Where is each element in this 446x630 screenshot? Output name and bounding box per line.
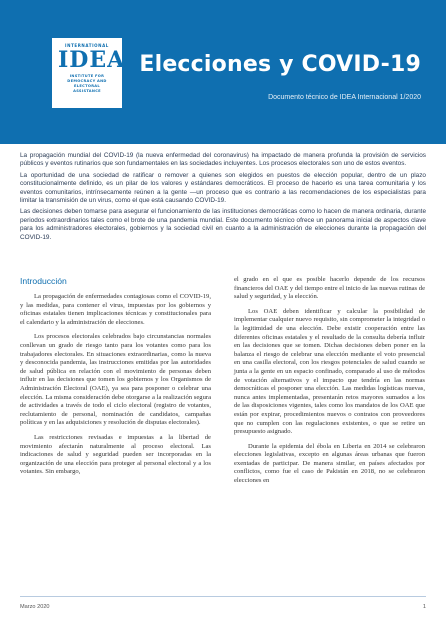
page-number: 1 [422,604,426,610]
header-banner [0,0,446,144]
section-heading-introduccion: Introducción [20,276,67,286]
summary-paragraph: La oportunidad de una sociedad de ratificar o remover a quienes son elegidos en puestos de elección popular, dentro de un plazo constitucionalmente definido, es un pilar de los valores y estándares democráticos. El proceso de hacerlo es una tarea comunitaria y los eventos comunitarios, intrínsecamente reúnen a la gente —un proceso que es contrario a las recomendaciones de los especialistas para limitar la transmisión de un virus, como el que está causando COVID-19. [20,171,426,205]
idea-logo [52,38,126,108]
logo-wordmark: IDEA [58,47,126,73]
footer-divider [20,596,426,597]
logo-top-text: INTERNATIONAL [65,43,109,48]
body-paragraph: Los procesos electorales celebrados bajo circunstancias normales conllevan un grado de riesgo tanto para los votantes como para los trabajadores electorales. En situaciones extraordinarias, como la nueva y desconocida pandemia, las instrucciones emitidas por las autoridades de salud pública en relación con el movimiento de personas deben influir en las decisiones que tomen los gobiernos y los Organismos de Administración Electoral (OAE), ya sea para posponer o celebrar una elección. La misma consideración debe otorgarse a la realización segura de actividades a través de todo el ciclo electoral (registro de votantes, reclutamiento de personal, nominación de candidatos, campañas políticas y en las adquisiciones y resolución de disputas electorales). [20,333,211,427]
body-paragraph: Durante la epidemia del ébola en Liberia en 2014 se celebraron elecciones legislativas, excepto en algunas áreas urbanas que fueron exentadas de participar. De manera similar, en países afectados por conflictos, como fue el caso de Pakistán en 2018, no se celebraron elecciones en [234,442,425,485]
body-paragraph: La propagación de enfermedades contagiosas como el COVID-19, y las medidas, para contener el virus, impuestas por los gobiernos y oficinas estatales tienen implicaciones técnicas y constitucionales para el calendario y la administración de elecciones. [20,293,211,326]
document-title: Elecciones y COVID-19 [139,52,421,77]
summary-paragraph: Las decisiones deben tomarse para asegurar el funcionamiento de las instituciones democráticas como lo hacen de manera ordinaria, durante periodos extraordinarios tales como el brote de una pandemia mundial. Este documento técnico ofrece un panorama inicial de aspectos clave para los administradores electorales, gobiernos y la sociedad civil en cuanto a la administración de elecciones durante la propagación del COVID-19. [20,208,426,241]
left-column [20,293,211,483]
logo-bottom-text: INSTITUTE FOR DEMOCRACY AND ELECTORAL ASSISTANCE [67,74,107,93]
body-paragraph: el grado en el que es posible hacerlo depende de los recursos financieros del OAE y del tiempo entre el inicio de las nuevas rutinas de salud y seguridad, y la elección. [234,276,425,301]
footer-date: Marzo 2020 [20,604,50,610]
body-paragraph: Los OAE deben identificar y calcular la posibilidad de implementar cualquier nuevo requisito, sin comprometer la integridad o la legitimidad de una elección. Debe existir cooperación entre las diferentes oficinas estatales y el resultado de la consulta debería influir en las decisiones que se tomen. Dichas decisiones deben poner en la balanza el riesgo de celebrar una elección mediante el voto presencial en una casilla electoral, con los riesgos potenciales de salud cuando se junta a la gente en un espacio confinado, comparado al uso de métodos de votación alternativos y el impacto que tendría en las normas democráticas el posponer una elección. Las medidas logísticas nuevas, nunca antes implementadas, presentarán retos mayores sumados a los de las disposiciones vigentes, tales como los mandatos de los OAE que están por expirar, procedimientos nuevos o contratos con proveedores que no cumplen con las regulaciones existentes, o que se retire un presupuesto asignado. [234,307,425,436]
document-subtitle: Documento técnico de IDEA Internacional 1/2020 [268,94,421,101]
summary-block [20,152,426,245]
body-paragraph: Las restricciones revisadas e impuestas a la libertad de movimiento afectarán naturalmente al proceso electoral. Las indicaciones de salud y seguridad pueden ser incorporadas en la organización de una elección para proteger al personal electoral y a los votantes. Sin embargo, [20,433,211,476]
right-column [234,276,425,492]
summary-paragraph: La propagación mundial del COVID-19 (la nueva enfermedad del coronavirus) ha impactado de manera profunda la provisión de servicios públicos y eventos rutinarios que son fundamentales en las sociedades incluyentes. Los procesos electorales son uno de estos eventos. [20,152,426,168]
